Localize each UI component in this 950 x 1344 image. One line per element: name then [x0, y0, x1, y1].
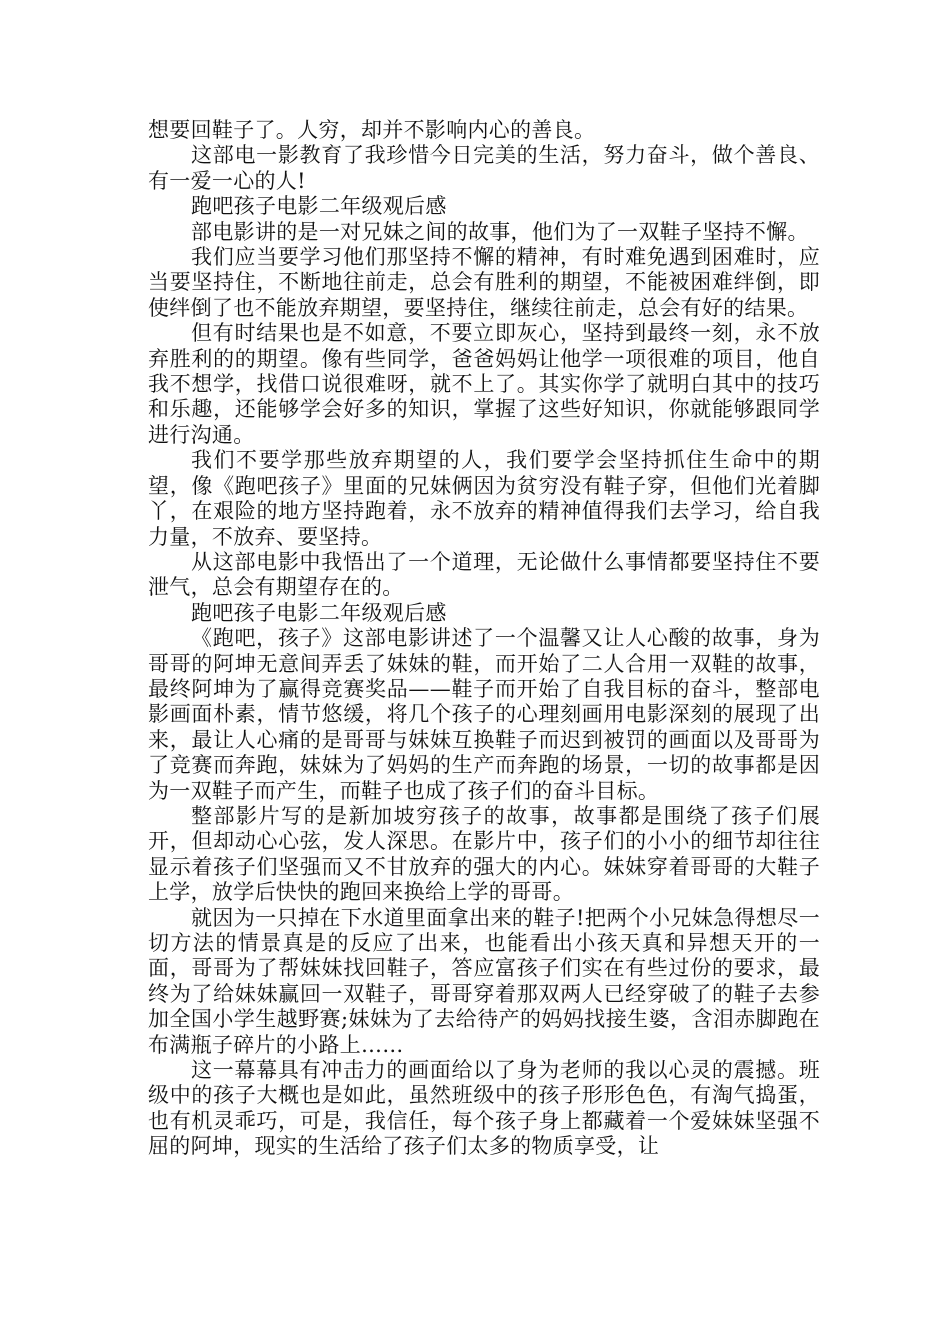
- paragraph: 就因为一只掉在下水道里面拿出来的鞋子!把两个小兄妹急得想尽一切方法的情景真是的反应了出来，也能看出小孩天真和异想天开的一面，哥哥为了帮妹妹找回鞋子，答应富孩子们实在有些过份的要求，最终为了给妹妹赢回一双鞋子，哥哥穿着那双两人已经穿破了的鞋子去参加全国小学生越野赛;妹妹为了去给待产的妈妈找接生婆，含泪赤脚跑在布满瓶子碎片的小路上……: [148, 905, 820, 1057]
- paragraph: 《跑吧，孩子》这部电影讲述了一个温馨又让人心酸的故事，身为哥哥的阿坤无意间弄丢了妹妹的鞋，而开始了二人合用一双鞋的故事，最终阿坤为了赢得竞赛奖品——鞋子而开始了自我目标的奋斗，整部电影画面朴素，情节悠缓，将几个孩子的心理刻画用电影深刻的展现了出来，最让人心痛的是哥哥与妹妹互换鞋子而迟到被罚的画面以及哥哥为了竞赛而奔跑，妹妹为了妈妈的生产而奔跑的场景，一切的故事都是因为一双鞋子而产生，而鞋子也成了孩子们的奋斗目标。: [148, 626, 820, 803]
- section-heading: 跑吧孩子电影二年级观后感: [191, 194, 447, 219]
- section-heading: 跑吧孩子电影二年级观后感: [191, 600, 447, 625]
- document-body: [148, 118, 820, 1160]
- paragraph: 部电影讲的是一对兄妹之间的故事，他们为了一双鞋子坚持不懈。: [191, 219, 809, 244]
- paragraph: 我们不要学那些放弃期望的人，我们要学会坚持抓住生命中的期望，像《跑吧孩子》里面的兄妹俩因为贫穷没有鞋子穿，但他们光着脚丫，在艰险的地方坚持跑着，永不放弃的精神值得我们去学习，给自我力量，不放弃、要坚持。: [148, 448, 820, 549]
- paragraph: 但有时结果也是不如意，不要立即灰心，坚持到最终一刻，永不放弃胜利的的期望。像有些同学，爸爸妈妈让他学一项很难的项目，他自我不想学，找借口说很难呀，就不上了。其实你学了就明白其中的技巧和乐趣，还能够学会好多的知识，掌握了这些好知识，你就能够跟同学进行沟通。: [148, 321, 820, 447]
- paragraph: 从这部电影中我悟出了一个道理，无论做什么事情都要坚持住不要泄气，总会有期望存在的。: [148, 549, 820, 600]
- paragraph: 整部影片写的是新加坡穷孩子的故事，故事都是围绕了孩子们展开，但却动心心弦，发人深思。在影片中，孩子们的小小的细节却往往显示着孩子们坚强而又不甘放弃的强大的内心。妹妹穿着哥哥的大鞋子上学，放学后快快的跑回来换给上学的哥哥。: [148, 803, 820, 905]
- paragraph: 这一幕幕具有冲击力的画面给以了身为老师的我以心灵的震撼。班级中的孩子大概也是如此，虽然班级中的孩子形形色色，有淘气捣蛋，也有机灵乖巧，可是，我信任，每个孩子身上都藏着一个爱妹妹坚强不屈的阿坤，现实的生活给了孩子们太多的物质享受，让: [148, 1058, 820, 1159]
- paragraph: 我们应当要学习他们那坚持不懈的精神，有时难免遇到困难时，应当要坚持住，不断地往前走，总会有胜利的期望，不能被困难绊倒，即使绊倒了也不能放弃期望，要坚持住，继续往前走，总会有好的结果。: [148, 245, 820, 320]
- paragraph: 想要回鞋子了。人穷，却并不影响内心的善良。: [148, 118, 596, 142]
- paragraph: 这部电一影教育了我珍惜今日完美的生活，努力奋斗，做个善良、有一爱一心的人!: [148, 143, 820, 193]
